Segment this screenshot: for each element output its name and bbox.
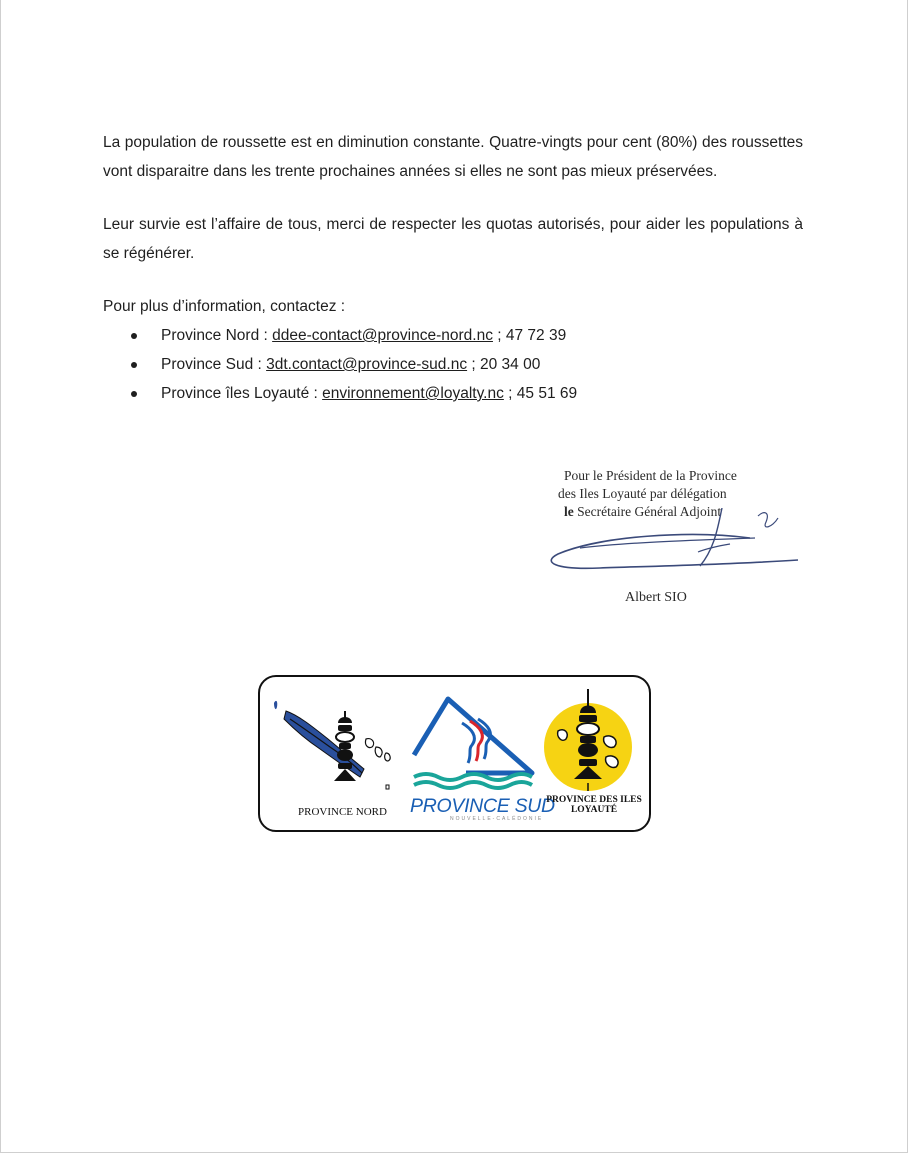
signature-block xyxy=(540,468,810,618)
signature-line-2: des Iles Loyauté par délégation xyxy=(558,486,727,501)
contact-list xyxy=(103,321,803,408)
handwritten-signature-icon xyxy=(540,508,810,588)
contact-email-link[interactable]: environnement@loyalty.nc xyxy=(322,385,504,402)
province-iles-logo-icon xyxy=(542,687,642,795)
province-nord-logo-icon xyxy=(268,689,403,804)
province-sud-logo-icon xyxy=(406,691,536,791)
contact-item-nord xyxy=(131,321,803,350)
contact-label: Province îles Loyauté : xyxy=(161,385,323,402)
signature-line-3-prefix: le xyxy=(564,504,574,519)
province-sud-caption: PROVINCE SUD xyxy=(410,795,555,817)
contact-email-link[interactable]: 3dt.contact@province-sud.nc xyxy=(266,356,468,373)
province-logos-box xyxy=(258,675,651,832)
paragraph-survival: Leur survie est l’affaire de tous, merci de respecter les quotas autorisés, pour aider les populations à se régénérer. xyxy=(103,216,803,262)
province-sud-subcaption: NOUVELLE-CALÉDONIE xyxy=(450,816,544,822)
contact-email-link[interactable]: ddee-contact@province-nord.nc xyxy=(272,327,493,344)
contact-item-sud xyxy=(131,350,803,379)
contact-phone: ; 45 51 69 xyxy=(503,385,578,402)
contact-item-loyaute xyxy=(131,379,803,408)
contact-phone: ; 47 72 39 xyxy=(492,327,567,344)
contact-intro: Pour plus d’information, contactez : xyxy=(103,298,346,315)
contact-label: Province Sud : xyxy=(161,356,267,373)
province-nord-caption: PROVINCE NORD xyxy=(298,806,387,818)
letter-body xyxy=(103,128,803,408)
contact-phone: ; 20 34 00 xyxy=(467,356,541,373)
signatory-name: Albert SIO xyxy=(625,590,687,605)
signature-line-1: Pour le Président de la Province xyxy=(564,468,737,483)
province-iles-caption: PROVINCE DES ILES LOYAUTÉ xyxy=(546,795,642,815)
paragraph-population: La population de roussette est en diminution constante. Quatre-vingts pour cent (80%) des roussettes vont disparaitre dans les trente prochaines années si elles ne sont pas mieux préservées. xyxy=(103,134,803,180)
signature-line-3-rest: Secrétaire Général Adjoint xyxy=(573,504,722,519)
contact-label: Province Nord : xyxy=(161,327,273,344)
